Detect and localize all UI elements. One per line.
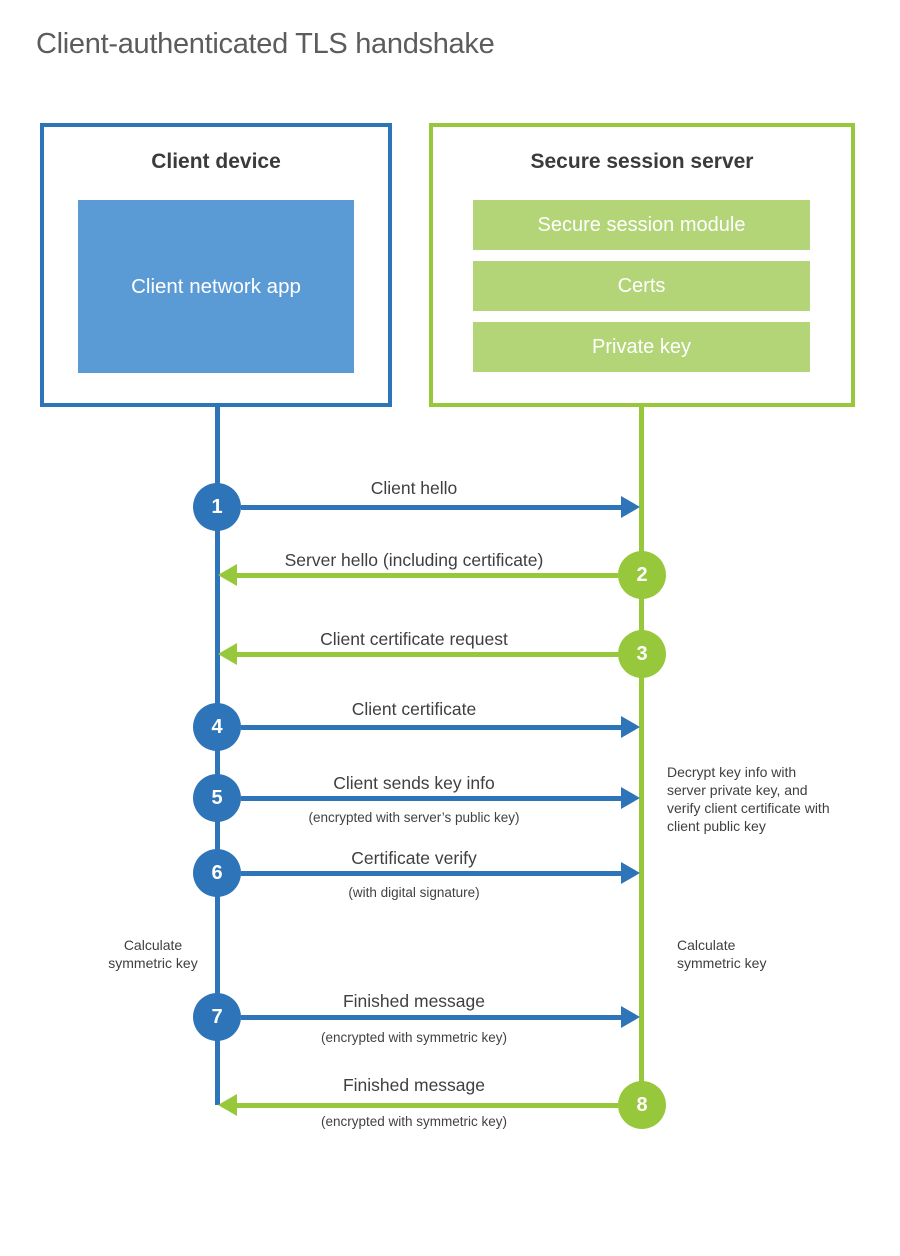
step6-number-badge: 6	[193, 849, 241, 897]
note-decrypt-key-info: Decrypt key info with server private key, and verify client certificate with client public key	[667, 764, 830, 834]
client-device-title: Client device	[151, 150, 281, 173]
step5-arrow-line	[241, 796, 621, 801]
step7-sublabel: (encrypted with symmetric key)	[320, 1030, 508, 1045]
step7-number-badge: 7	[193, 993, 241, 1041]
server-module-private-key: Private key	[473, 322, 810, 372]
note-calculate-symmetric-key-server: Calculate symmetric key	[677, 937, 767, 971]
step6-arrowhead-right-icon	[621, 862, 640, 884]
step4-arrowhead-right-icon	[621, 716, 640, 738]
step6-label: Certificate verify	[351, 848, 477, 868]
step8-label: Finished message	[342, 1075, 486, 1095]
step4-number-badge: 4	[193, 703, 241, 751]
step2-label: Server hello (including certificate)	[284, 550, 544, 570]
step3-number-badge: 3	[618, 630, 666, 678]
step2-arrow-line	[237, 573, 618, 578]
step8-number-badge: 8	[618, 1081, 666, 1129]
client-network-app-label: Client network app	[131, 274, 301, 298]
step6-sublabel: (with digital signature)	[348, 885, 480, 900]
step7-label: Finished message	[342, 991, 486, 1011]
step6-arrow-line	[241, 871, 621, 876]
server-module-certs: Certs	[473, 261, 810, 311]
server-module-secure-session: Secure session module	[473, 200, 810, 250]
step3-label: Client certificate request	[320, 629, 508, 649]
step7-arrow-line	[241, 1015, 621, 1020]
step8-arrow-line	[237, 1103, 618, 1108]
step8-sublabel: (encrypted with symmetric key)	[320, 1114, 508, 1129]
note-calculate-symmetric-key-client: Calculate symmetric key	[108, 937, 198, 971]
step3-arrowhead-left-icon	[218, 643, 237, 665]
step1-arrow-line	[241, 505, 621, 510]
step4-arrow-line	[241, 725, 621, 730]
step5-number-badge: 5	[193, 774, 241, 822]
step5-label: Client sends key info	[333, 773, 495, 793]
page-title: Client-authenticated TLS handshake	[36, 28, 495, 60]
step4-label: Client certificate	[351, 699, 477, 719]
client-network-app-box	[78, 200, 354, 373]
step7-arrowhead-right-icon	[621, 1006, 640, 1028]
secure-session-server-title: Secure session server	[530, 150, 754, 173]
step2-arrowhead-left-icon	[218, 564, 237, 586]
step2-number-badge: 2	[618, 551, 666, 599]
step1-label: Client hello	[370, 478, 458, 498]
step5-sublabel: (encrypted with server’s public key)	[308, 810, 520, 825]
step3-arrow-line	[237, 652, 618, 657]
step1-arrowhead-right-icon	[621, 496, 640, 518]
step1-number-badge: 1	[193, 483, 241, 531]
step5-arrowhead-right-icon	[621, 787, 640, 809]
